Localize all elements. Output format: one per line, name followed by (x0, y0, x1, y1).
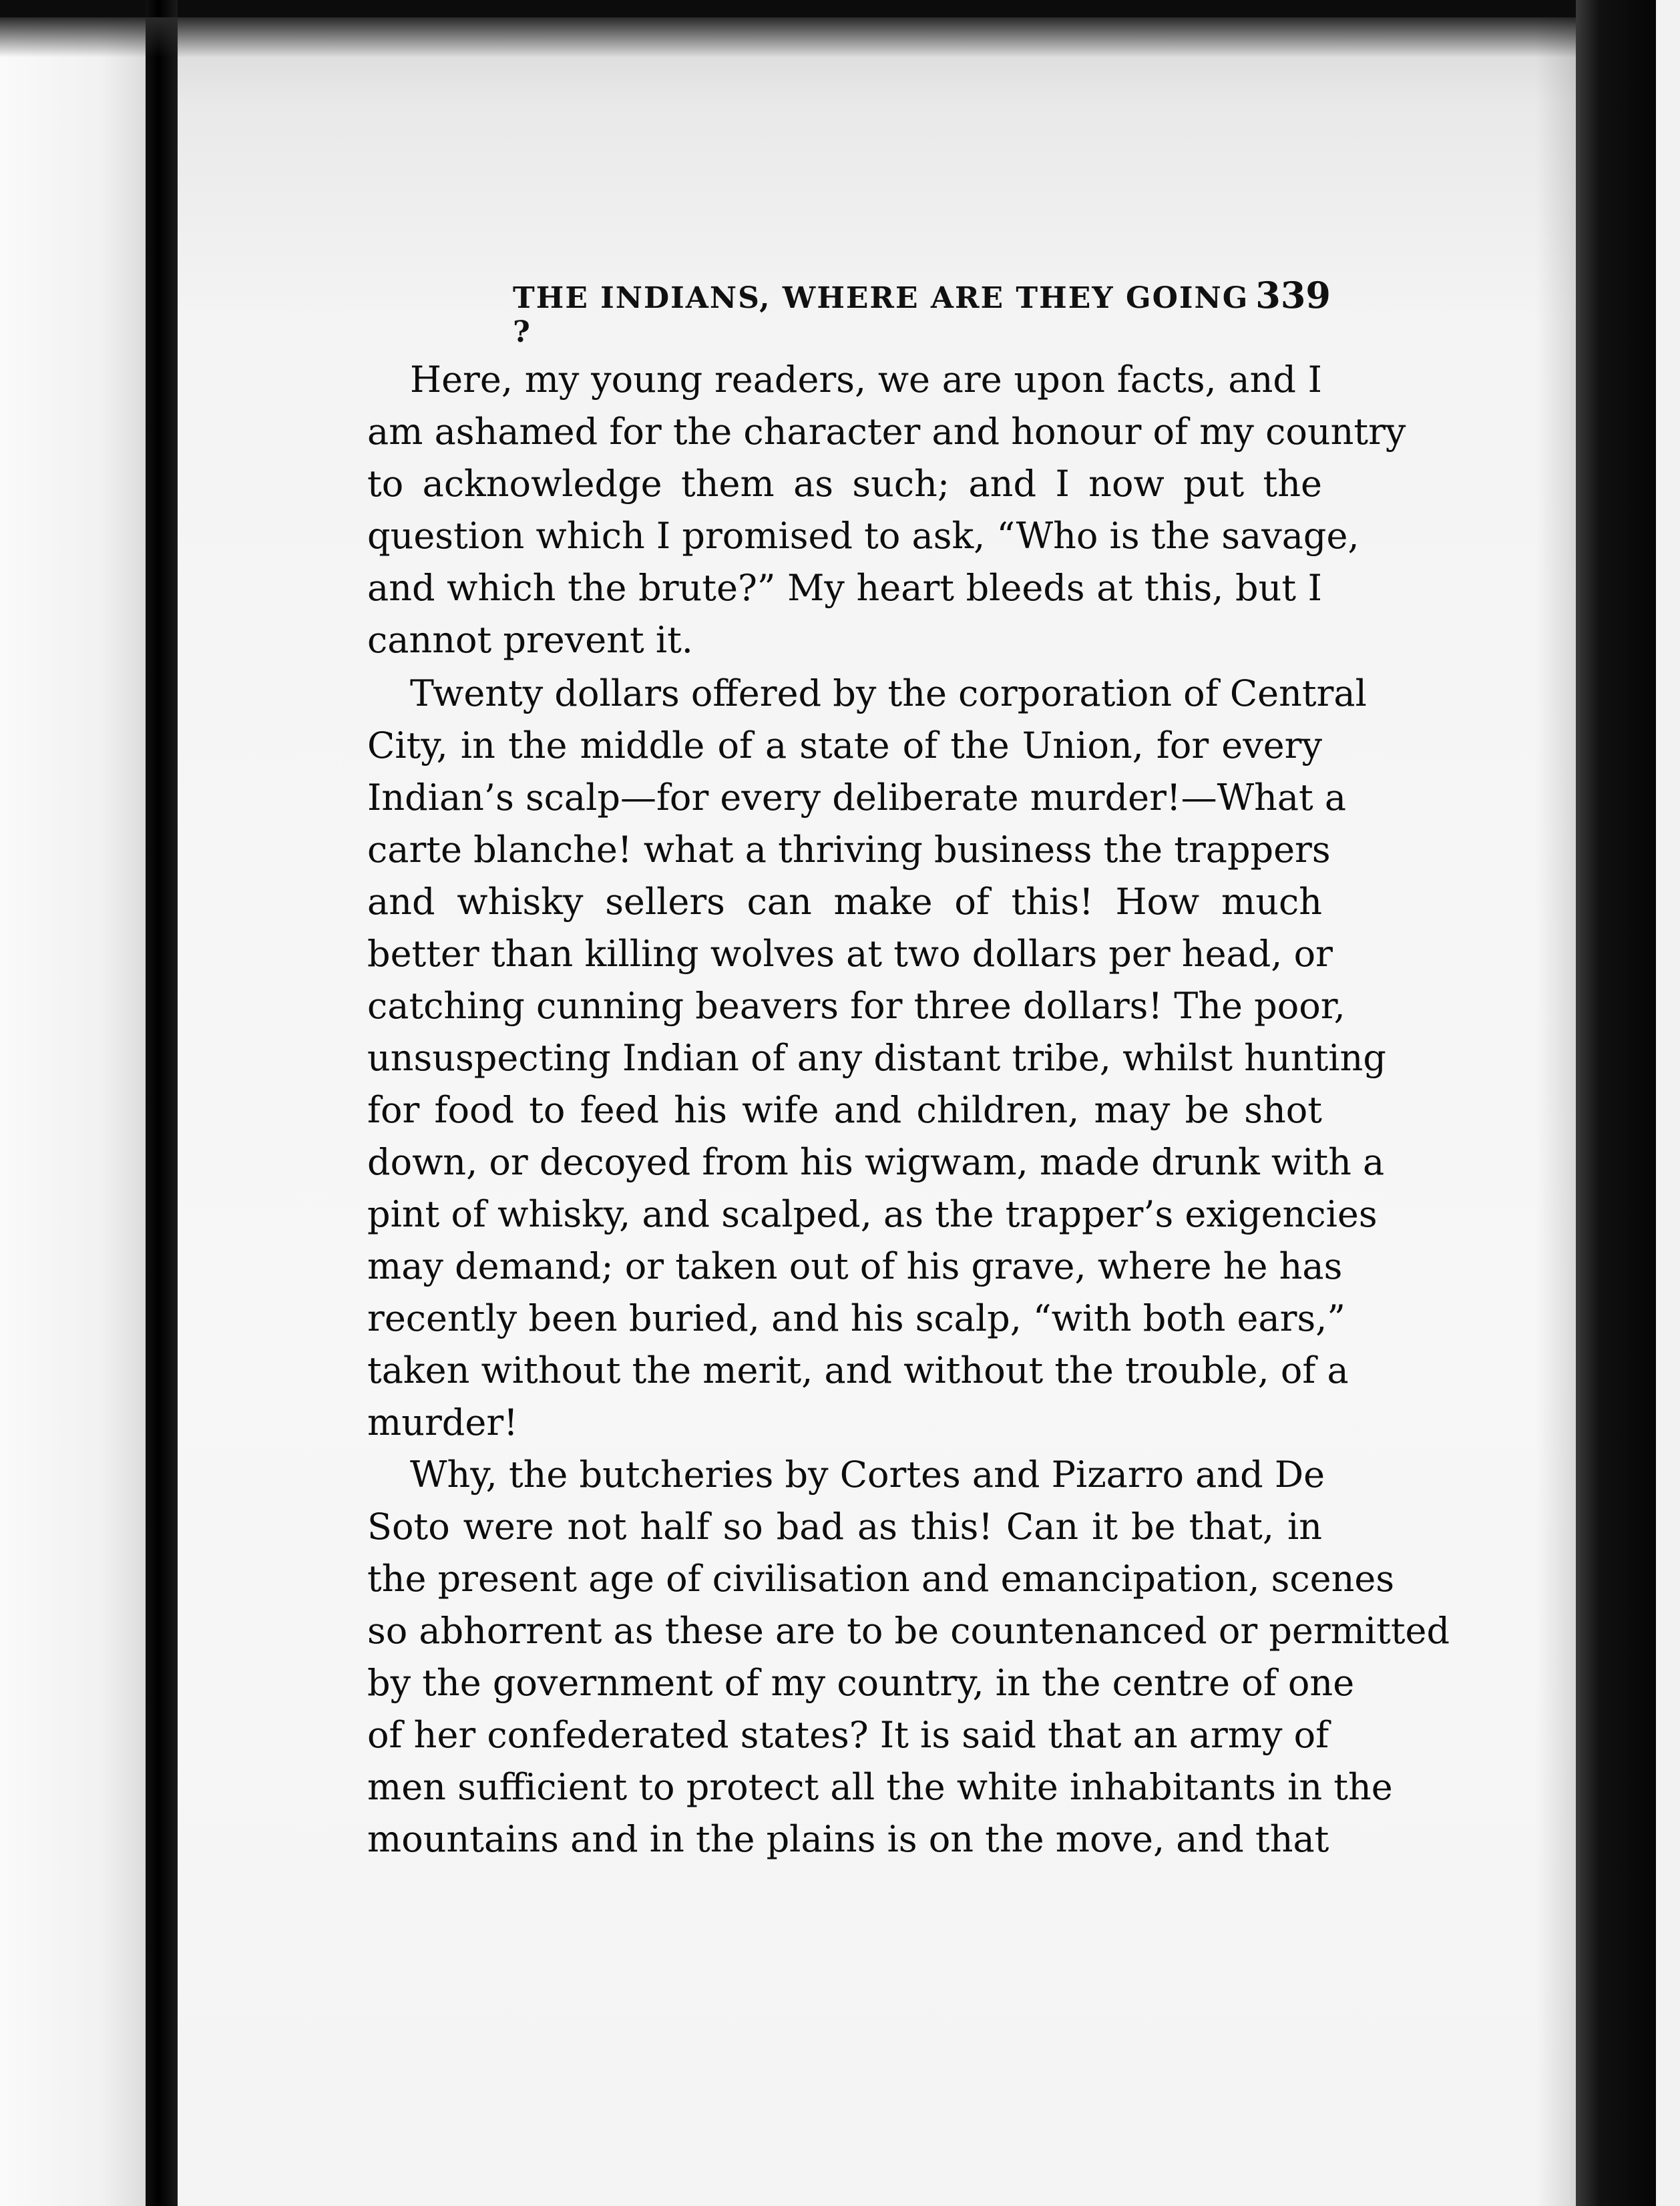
running-head (513, 274, 1331, 349)
text-line: Twenty dollars offered by the corporation of Central (410, 672, 1367, 714)
text-line: question which I promised to ask, “Who is the savage, (367, 515, 1359, 557)
text-line: may demand; or taken out of his grave, where he has (367, 1245, 1343, 1287)
page-number: 339 (1255, 274, 1331, 316)
scan-right-edge (1576, 0, 1656, 2206)
text-line: cannot prevent it. (367, 619, 693, 661)
scan-top-shadow (0, 17, 1680, 57)
text-line: for food to feed his wife and children, may be shot (367, 1089, 1322, 1131)
text-line: by the government of my country, in the centre of one (367, 1662, 1355, 1704)
text-line: taken without the merit, and without the trouble, of a (367, 1349, 1349, 1391)
text-line: mountains and in the plains is on the move, and that (367, 1818, 1329, 1860)
facing-page-left (0, 17, 146, 2206)
text-line: and which the brute?” My heart bleeds at this, but I (367, 567, 1322, 609)
scan-right-margin (1656, 0, 1680, 2206)
text-line: of her confederated states? It is said that an army of (367, 1714, 1329, 1756)
book-gutter (146, 0, 178, 2206)
text-line: Soto were not half so bad as this! Can it be that, in (367, 1506, 1322, 1548)
text-line: City, in the middle of a state of the Union, for every (367, 724, 1322, 766)
running-head-title: THE INDIANS, WHERE ARE THEY GOING ? (513, 281, 1249, 349)
text-line: men sufficient to protect all the white inhabitants in the (367, 1766, 1393, 1808)
text-line: the present age of civilisation and emancipation, scenes (367, 1558, 1395, 1600)
paragraph-3 (367, 1449, 1450, 1865)
paragraph-1 (367, 354, 1406, 666)
text-line: better than killing wolves at two dollars per head, or (367, 933, 1333, 975)
text-line: unsuspecting Indian of any distant tribe, whilst hunting (367, 1037, 1386, 1079)
text-line: Indian’s scalp—for every deliberate murder!—What a (367, 777, 1347, 819)
text-line: and whisky sellers can make of this! How much (367, 881, 1322, 923)
text-line: am ashamed for the character and honour of my country (367, 411, 1406, 453)
text-line: to acknowledge them as such; and I now put the (367, 463, 1322, 505)
text-line: down, or decoyed from his wigwam, made drunk with a (367, 1141, 1385, 1183)
text-line: Why, the butcheries by Cortes and Pizarro and De (410, 1454, 1325, 1496)
text-line: so abhorrent as these are to be countenanced or permitted (367, 1610, 1450, 1652)
text-line: recently been buried, and his scalp, “with both ears,” (367, 1297, 1345, 1339)
text-line: catching cunning beavers for three dollars! The poor, (367, 985, 1345, 1027)
scan-top-edge (0, 0, 1680, 17)
text-line: carte blanche! what a thriving business the trappers (367, 829, 1331, 871)
text-line: pint of whisky, and scalped, as the trapper’s exigencies (367, 1193, 1378, 1235)
page-edge-shadow (1536, 17, 1576, 2206)
paragraph-2 (367, 668, 1386, 1449)
text-line: Here, my young readers, we are upon facts, and I (410, 359, 1322, 401)
text-line: murder! (367, 1401, 518, 1444)
